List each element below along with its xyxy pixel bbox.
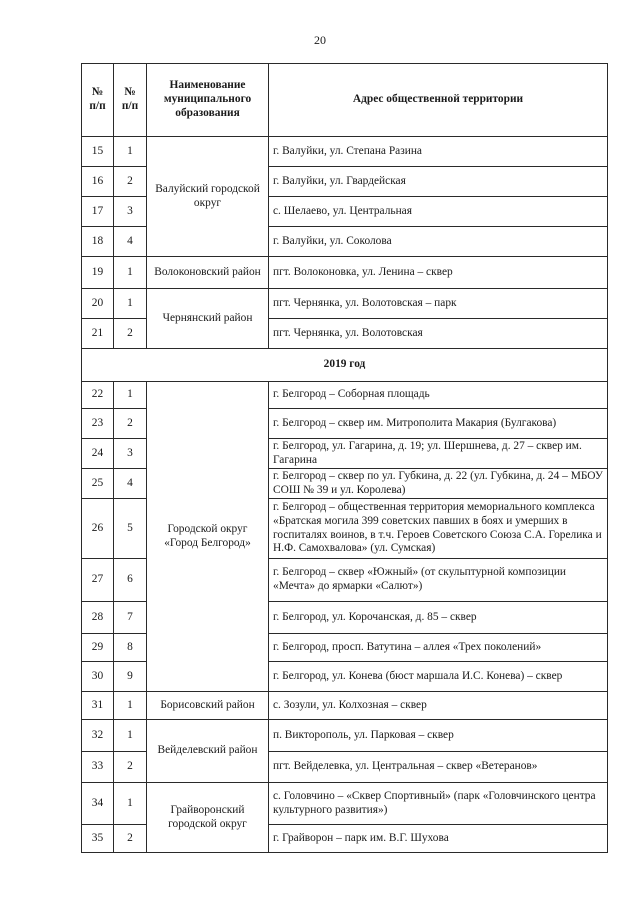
table-row bbox=[82, 137, 608, 167]
table-row bbox=[82, 783, 608, 825]
header-sub-number: № п/п bbox=[114, 64, 147, 137]
sub-number: 1 bbox=[114, 137, 147, 167]
row-number: 31 bbox=[82, 692, 114, 720]
row-number: 32 bbox=[82, 720, 114, 752]
sub-number: 2 bbox=[114, 319, 147, 349]
year-heading: 2019 год bbox=[82, 349, 608, 382]
row-number: 15 bbox=[82, 137, 114, 167]
address-cell: пгт. Волоконовка, ул. Ленина – сквер bbox=[269, 257, 608, 289]
sub-number: 1 bbox=[114, 257, 147, 289]
table-row bbox=[82, 382, 608, 409]
table-row bbox=[82, 289, 608, 319]
row-number: 33 bbox=[82, 752, 114, 783]
address-cell: г. Белгород, ул. Конева (бюст маршала И.С. Конева) – сквер bbox=[269, 662, 608, 692]
row-number: 16 bbox=[82, 167, 114, 197]
municipality-cell: Грайворонский городской округ bbox=[147, 783, 269, 853]
municipality-cell: Волоконовский район bbox=[147, 257, 269, 289]
table-header-row bbox=[82, 64, 608, 137]
address-cell: г. Белгород – общественная территория мемориального комплекса «Братская могила 399 советских павших в боях и умерших в госпиталях воинов, в т.ч. Героев Советского Союза С.А. Горелика и Н.Ф. Самохвалова» (ул. Сумская) bbox=[269, 499, 608, 559]
sub-number: 1 bbox=[114, 382, 147, 409]
header-address: Адрес общественной территории bbox=[269, 64, 608, 137]
municipality-cell: Борисовский район bbox=[147, 692, 269, 720]
municipality-cell: Городской округ «Город Белгород» bbox=[147, 382, 269, 692]
address-cell: г. Белгород – сквер им. Митрополита Макария (Булгакова) bbox=[269, 409, 608, 439]
table-row bbox=[82, 692, 608, 720]
row-number: 23 bbox=[82, 409, 114, 439]
address-cell: пгт. Вейделевка, ул. Центральная – сквер «Ветеранов» bbox=[269, 752, 608, 783]
address-cell: г. Грайворон – парк им. В.Г. Шухова bbox=[269, 825, 608, 853]
row-number: 35 bbox=[82, 825, 114, 853]
row-number: 22 bbox=[82, 382, 114, 409]
sub-number: 1 bbox=[114, 692, 147, 720]
row-number: 19 bbox=[82, 257, 114, 289]
row-number: 28 bbox=[82, 602, 114, 634]
municipality-cell: Валуйский городской округ bbox=[147, 137, 269, 257]
address-cell: г. Белгород – сквер по ул. Губкина, д. 22 (ул. Губкина, д. 24 – МБОУ СОШ № 39 и ул. Королева) bbox=[269, 469, 608, 499]
row-number: 17 bbox=[82, 197, 114, 227]
sub-number: 9 bbox=[114, 662, 147, 692]
sub-number: 2 bbox=[114, 167, 147, 197]
municipality-cell: Вейделевский район bbox=[147, 720, 269, 783]
row-number: 29 bbox=[82, 634, 114, 662]
address-cell: п. Викторополь, ул. Парковая – сквер bbox=[269, 720, 608, 752]
year-divider-row bbox=[82, 349, 608, 382]
address-cell: г. Белгород – Соборная площадь bbox=[269, 382, 608, 409]
row-number: 34 bbox=[82, 783, 114, 825]
sub-number: 3 bbox=[114, 197, 147, 227]
address-cell: г. Белгород, ул. Корочанская, д. 85 – сквер bbox=[269, 602, 608, 634]
address-cell: с. Шелаево, ул. Центральная bbox=[269, 197, 608, 227]
row-number: 27 bbox=[82, 559, 114, 602]
row-number: 24 bbox=[82, 439, 114, 469]
header-municipality: Наименование муниципального образования bbox=[147, 64, 269, 137]
row-number: 26 bbox=[82, 499, 114, 559]
sub-number: 1 bbox=[114, 720, 147, 752]
public-territories-table bbox=[81, 63, 608, 853]
address-cell: г. Белгород, просп. Ватутина – аллея «Трех поколений» bbox=[269, 634, 608, 662]
header-row-number: № п/п bbox=[82, 64, 114, 137]
sub-number: 8 bbox=[114, 634, 147, 662]
sub-number: 5 bbox=[114, 499, 147, 559]
row-number: 20 bbox=[82, 289, 114, 319]
sub-number: 3 bbox=[114, 439, 147, 469]
sub-number: 1 bbox=[114, 289, 147, 319]
address-cell: г. Белгород – сквер «Южный» (от скульптурной композиции «Мечта» до ярмарки «Салют») bbox=[269, 559, 608, 602]
table-row bbox=[82, 720, 608, 752]
page-number: 20 bbox=[314, 33, 326, 47]
address-cell: пгт. Чернянка, ул. Волотовская bbox=[269, 319, 608, 349]
municipality-cell: Чернянский район bbox=[147, 289, 269, 349]
sub-number: 4 bbox=[114, 469, 147, 499]
row-number: 30 bbox=[82, 662, 114, 692]
address-cell: г. Валуйки, ул. Гвардейская bbox=[269, 167, 608, 197]
row-number: 25 bbox=[82, 469, 114, 499]
sub-number: 7 bbox=[114, 602, 147, 634]
sub-number: 6 bbox=[114, 559, 147, 602]
sub-number: 2 bbox=[114, 409, 147, 439]
address-cell: с. Зозули, ул. Колхозная – сквер bbox=[269, 692, 608, 720]
address-cell: г. Валуйки, ул. Соколова bbox=[269, 227, 608, 257]
address-cell: г. Валуйки, ул. Степана Разина bbox=[269, 137, 608, 167]
row-number: 21 bbox=[82, 319, 114, 349]
row-number: 18 bbox=[82, 227, 114, 257]
table-row bbox=[82, 257, 608, 289]
address-cell: пгт. Чернянка, ул. Волотовская – парк bbox=[269, 289, 608, 319]
address-cell: с. Головчино – «Сквер Спортивный» (парк «Головчинского центра культурного развития») bbox=[269, 783, 608, 825]
sub-number: 4 bbox=[114, 227, 147, 257]
sub-number: 1 bbox=[114, 783, 147, 825]
sub-number: 2 bbox=[114, 825, 147, 853]
sub-number: 2 bbox=[114, 752, 147, 783]
address-cell: г. Белгород, ул. Гагарина, д. 19; ул. Шершнева, д. 27 – сквер им. Гагарина bbox=[269, 439, 608, 469]
